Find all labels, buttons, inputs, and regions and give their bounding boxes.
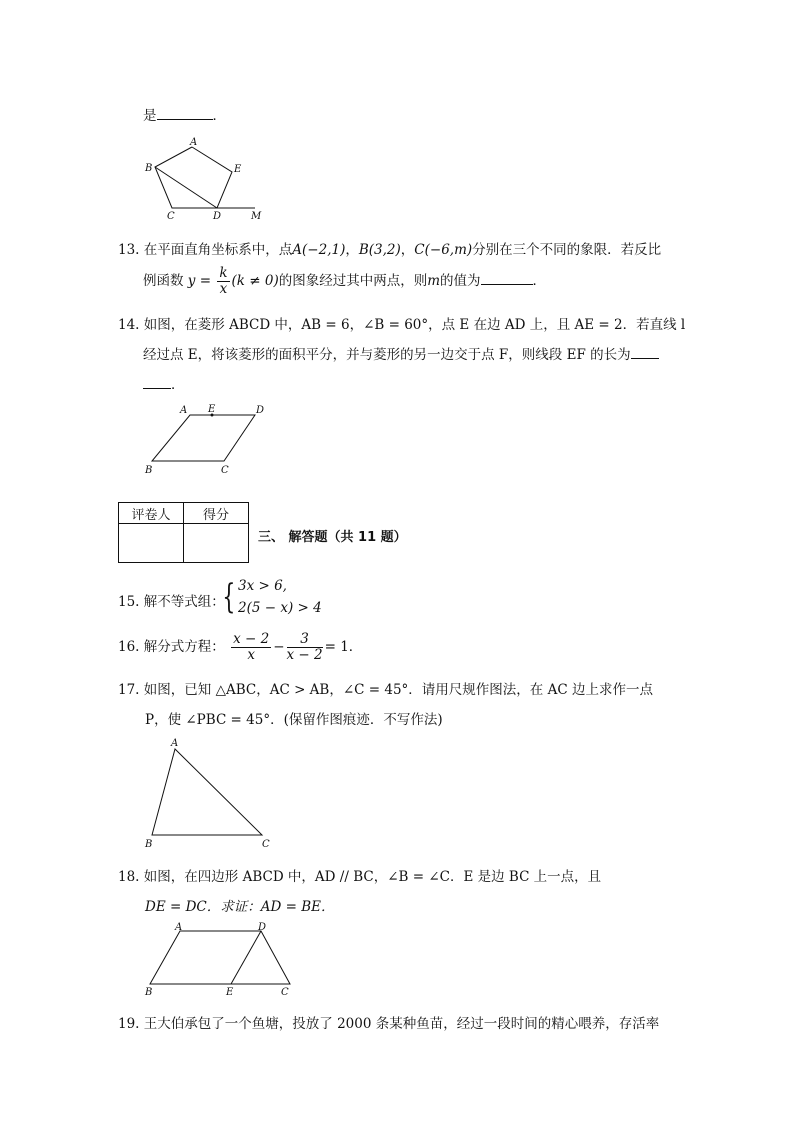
answer-blank xyxy=(157,107,213,120)
label-d: D xyxy=(258,922,267,933)
label-a: A xyxy=(171,738,179,749)
fraction-k-over-x: $\frac{k}{x}$ xyxy=(219,265,228,297)
diagonal-bd xyxy=(155,167,217,208)
q13-line2: 例函数 y = $\frac{k}{x}$ (k ≠ 0)的图象经过其中两点，则m的值为 ． xyxy=(143,265,547,297)
triangle-figure xyxy=(140,735,280,850)
label-b: B xyxy=(145,465,153,476)
q14-line2: 经过点 E，将该菱形的面积平分，并与菱形的另一边交于点 F，则线段 EF 的长为 xyxy=(143,343,659,363)
prev-question-tail: 是 ． xyxy=(143,108,226,124)
label-a: A xyxy=(175,922,183,933)
pentagon-figure xyxy=(140,134,270,224)
label-c: C xyxy=(221,465,229,476)
q15-label: 15. 解不等式组： xyxy=(118,594,225,610)
score-cell-score[interactable] xyxy=(184,524,249,563)
q13-line1: 13. 在平面直角坐标系中，点A(−2,1)，B(3,2)，C(−6,m)分别在三个不同的象限．若反比 xyxy=(118,242,662,258)
q18-line1: 18. 如图，在四边形 ABCD 中，AD // BC，∠B = ∠C．E 是边 BC 上一点，且 xyxy=(118,869,602,885)
label-d: D xyxy=(256,405,265,416)
fraction-2: $\frac{3}{x - 2}$ xyxy=(286,631,323,663)
label-c: C xyxy=(167,211,175,222)
label-c: C xyxy=(281,987,289,998)
label-e: E xyxy=(208,404,216,415)
q18-line2: DE = DC．求证：AD = BE． xyxy=(145,899,335,915)
inequality-2: 2(5 − x) > 4 xyxy=(238,600,322,616)
label-d: D xyxy=(213,211,222,222)
label-e: E xyxy=(234,164,242,175)
trapezoid-figure xyxy=(140,920,300,1000)
label-e: E xyxy=(226,987,234,998)
label-c: C xyxy=(262,839,270,850)
segment-de xyxy=(231,931,261,984)
label-a: A xyxy=(190,137,198,148)
inequality-1: 3x > 6, xyxy=(238,578,287,594)
brace-icon: { xyxy=(222,577,236,617)
pentagon-edges xyxy=(155,147,232,208)
score-table xyxy=(118,502,249,563)
label-b: B xyxy=(145,163,153,174)
trapezoid-edges xyxy=(150,931,290,984)
triangle-edges xyxy=(152,749,262,835)
q16-line: 16. 解分式方程： $\frac{x - 2}{x}$ − $\frac{3}{x - 2}$ = 1． xyxy=(118,631,363,663)
section-title: 三、 解答题（共 11 题） xyxy=(258,530,407,545)
label-b: B xyxy=(145,987,153,998)
q17-line1: 17. 如图，已知 △ABC，AC > AB，∠C = 45°．请用尺规作图法，在 AC 边上求作一点 xyxy=(118,682,653,698)
score-cell-grader[interactable] xyxy=(119,524,184,563)
answer-blank-cont xyxy=(143,376,171,389)
q14-line1: 14. 如图，在菱形 ABCD 中，AB = 6，∠B = 60°，点 E 在边 AD 上，且 AE = 2．若直线 l xyxy=(118,317,686,333)
q19-line1: 19. 王大伯承包了一个鱼塘，投放了 2000 条某种鱼苗，经过一段时间的精心喂养，存活率 xyxy=(118,1016,660,1032)
q14-line3: ． xyxy=(143,373,185,393)
label-m: M xyxy=(251,211,262,222)
score-header-score: 得分 xyxy=(184,503,249,524)
label-b: B xyxy=(145,839,153,850)
q17-line2: P，使 ∠PBC = 45°．(保留作图痕迹．不写作法) xyxy=(145,712,443,728)
rhombus-figure xyxy=(140,400,280,480)
answer-blank xyxy=(631,346,659,359)
answer-blank xyxy=(481,272,533,285)
score-header-grader: 评卷人 xyxy=(119,503,184,524)
fraction-1: $\frac{x - 2}{x}$ xyxy=(233,631,270,663)
rhombus-edges xyxy=(152,415,255,461)
label-a: A xyxy=(180,405,188,416)
